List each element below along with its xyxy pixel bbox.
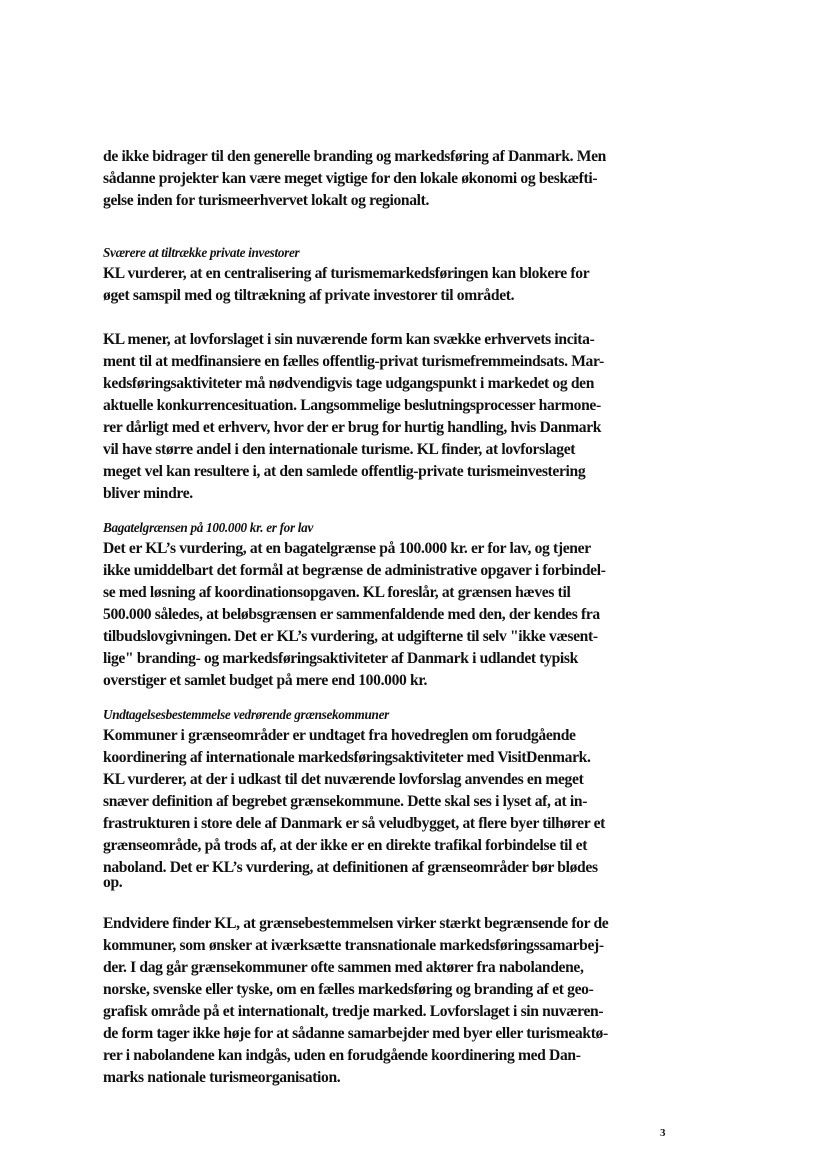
paragraph-line: overstiger et samlet budget på mere end 100.000 kr.	[103, 672, 428, 689]
paragraph-line: KL vurderer, at en centralisering af turismemarkedsføringen kan blokere for	[103, 265, 590, 282]
paragraph-line: rer dårligt med et erhverv, hvor der er brug for hurtig handling, hvis Danmark	[103, 419, 602, 436]
paragraph-line: KL mener, at lovforslaget i sin nuværende form kan svække erhvervets incita-	[103, 331, 595, 348]
paragraph-line: snæver definition af begrebet grænsekommune. Dette skal ses i lyset af, at in-	[103, 793, 588, 810]
section-heading: Undtagelsesbestemmelse vedrørende grænsekommuner	[103, 707, 389, 722]
paragraph-line: bliver mindre.	[103, 485, 193, 502]
paragraph-line: kedsføringsaktiviteter må nødvendigvis tage udgangspunkt i markedet og den	[103, 375, 595, 392]
paragraph-line: 500.000 således, at beløbsgrænsen er sammenfaldende med den, der kendes fra	[103, 606, 600, 623]
paragraph-line: naboland. Det er KL’s vurdering, at definitionen af grænseområder bør blødes	[103, 859, 598, 876]
paragraph-line: ment til at medfinansiere en fælles offentlig-privat turismefremmeindsats. Mar-	[103, 353, 604, 370]
paragraph-line: Det er KL’s vurdering, at en bagatelgrænse på 100.000 kr. er for lav, og tjener	[103, 540, 591, 557]
paragraph-line: ikke umiddelbart det formål at begrænse de administrative opgaver i forbindel-	[103, 562, 606, 579]
intro-line: de ikke bidrager til den generelle branding og markedsføring af Danmark. Men	[103, 148, 607, 165]
page-number: 3	[660, 1127, 666, 1139]
paragraph-line: meget vel kan resultere i, at den samlede offentlig-private turismeinvestering	[103, 463, 586, 480]
paragraph-line: vil have større andel i den internationale turisme. KL finder, at lovforslaget	[103, 441, 576, 458]
paragraph-line: øget samspil med og tiltrækning af private investorer til området.	[103, 287, 515, 304]
intro-line: gelse inden for turismeerhvervet lokalt og regionalt.	[103, 192, 430, 209]
intro-line: sådanne projekter kan være meget vigtige for den lokale økonomi og beskæfti-	[103, 170, 598, 187]
paragraph-line: de form tager ikke høje for at sådanne samarbejder med byer eller turismeaktø-	[103, 1025, 608, 1042]
paragraph-line: Kommuner i grænseområder er undtaget fra hovedreglen om forudgående	[103, 727, 576, 744]
paragraph-line: op.	[103, 874, 123, 891]
paragraph-line: lige" branding- og markedsføringsaktiviteter af Danmark i udlandet typisk	[103, 650, 578, 667]
paragraph-line: rer i nabolandene kan indgås, uden en forudgående koordinering med Dan-	[103, 1047, 581, 1064]
paragraph-line: norske, svenske eller tyske, om en fælles markedsføring og branding af et geo-	[103, 981, 594, 998]
paragraph-line: kommuner, som ønsker at iværksætte transnationale markedsføringssamarbej-	[103, 937, 604, 954]
paragraph-line: der. I dag går grænsekommuner ofte sammen med aktører fra nabolandene,	[103, 959, 584, 976]
paragraph-line: Endvidere finder KL, at grænsebestemmelsen virker stærkt begrænsende for de	[103, 915, 609, 932]
paragraph-line: marks nationale turismeorganisation.	[103, 1069, 341, 1086]
paragraph-line: grafisk område på et internationalt, tredje marked. Lovforslaget i sin nuværen-	[103, 1003, 604, 1020]
paragraph-line: tilbudslovgivningen. Det er KL’s vurdering, at udgifterne til selv "ikke væsent-	[103, 628, 598, 645]
paragraph-line: frastrukturen i store dele af Danmark er så veludbygget, at flere byer tilhører et	[103, 815, 605, 832]
paragraph-line: se med løsning af koordinationsopgaven. KL foreslår, at grænsen hæves til	[103, 584, 571, 601]
section-heading: Bagatelgrænsen på 100.000 kr. er for lav	[103, 520, 313, 535]
section-heading: Sværere at tiltrække private investorer	[103, 245, 300, 260]
paragraph-line: grænseområde, på trods af, at der ikke er en direkte trafikal forbindelse til et	[103, 837, 588, 854]
paragraph-line: koordinering af internationale markedsføringsaktiviteter med VisitDenmark.	[103, 749, 591, 766]
paragraph-line: aktuelle konkurrencesituation. Langsommelige beslutningsprocesser harmone-	[103, 397, 601, 414]
paragraph-line: KL vurderer, at der i udkast til det nuværende lovforslag anvendes en meget	[103, 771, 584, 788]
